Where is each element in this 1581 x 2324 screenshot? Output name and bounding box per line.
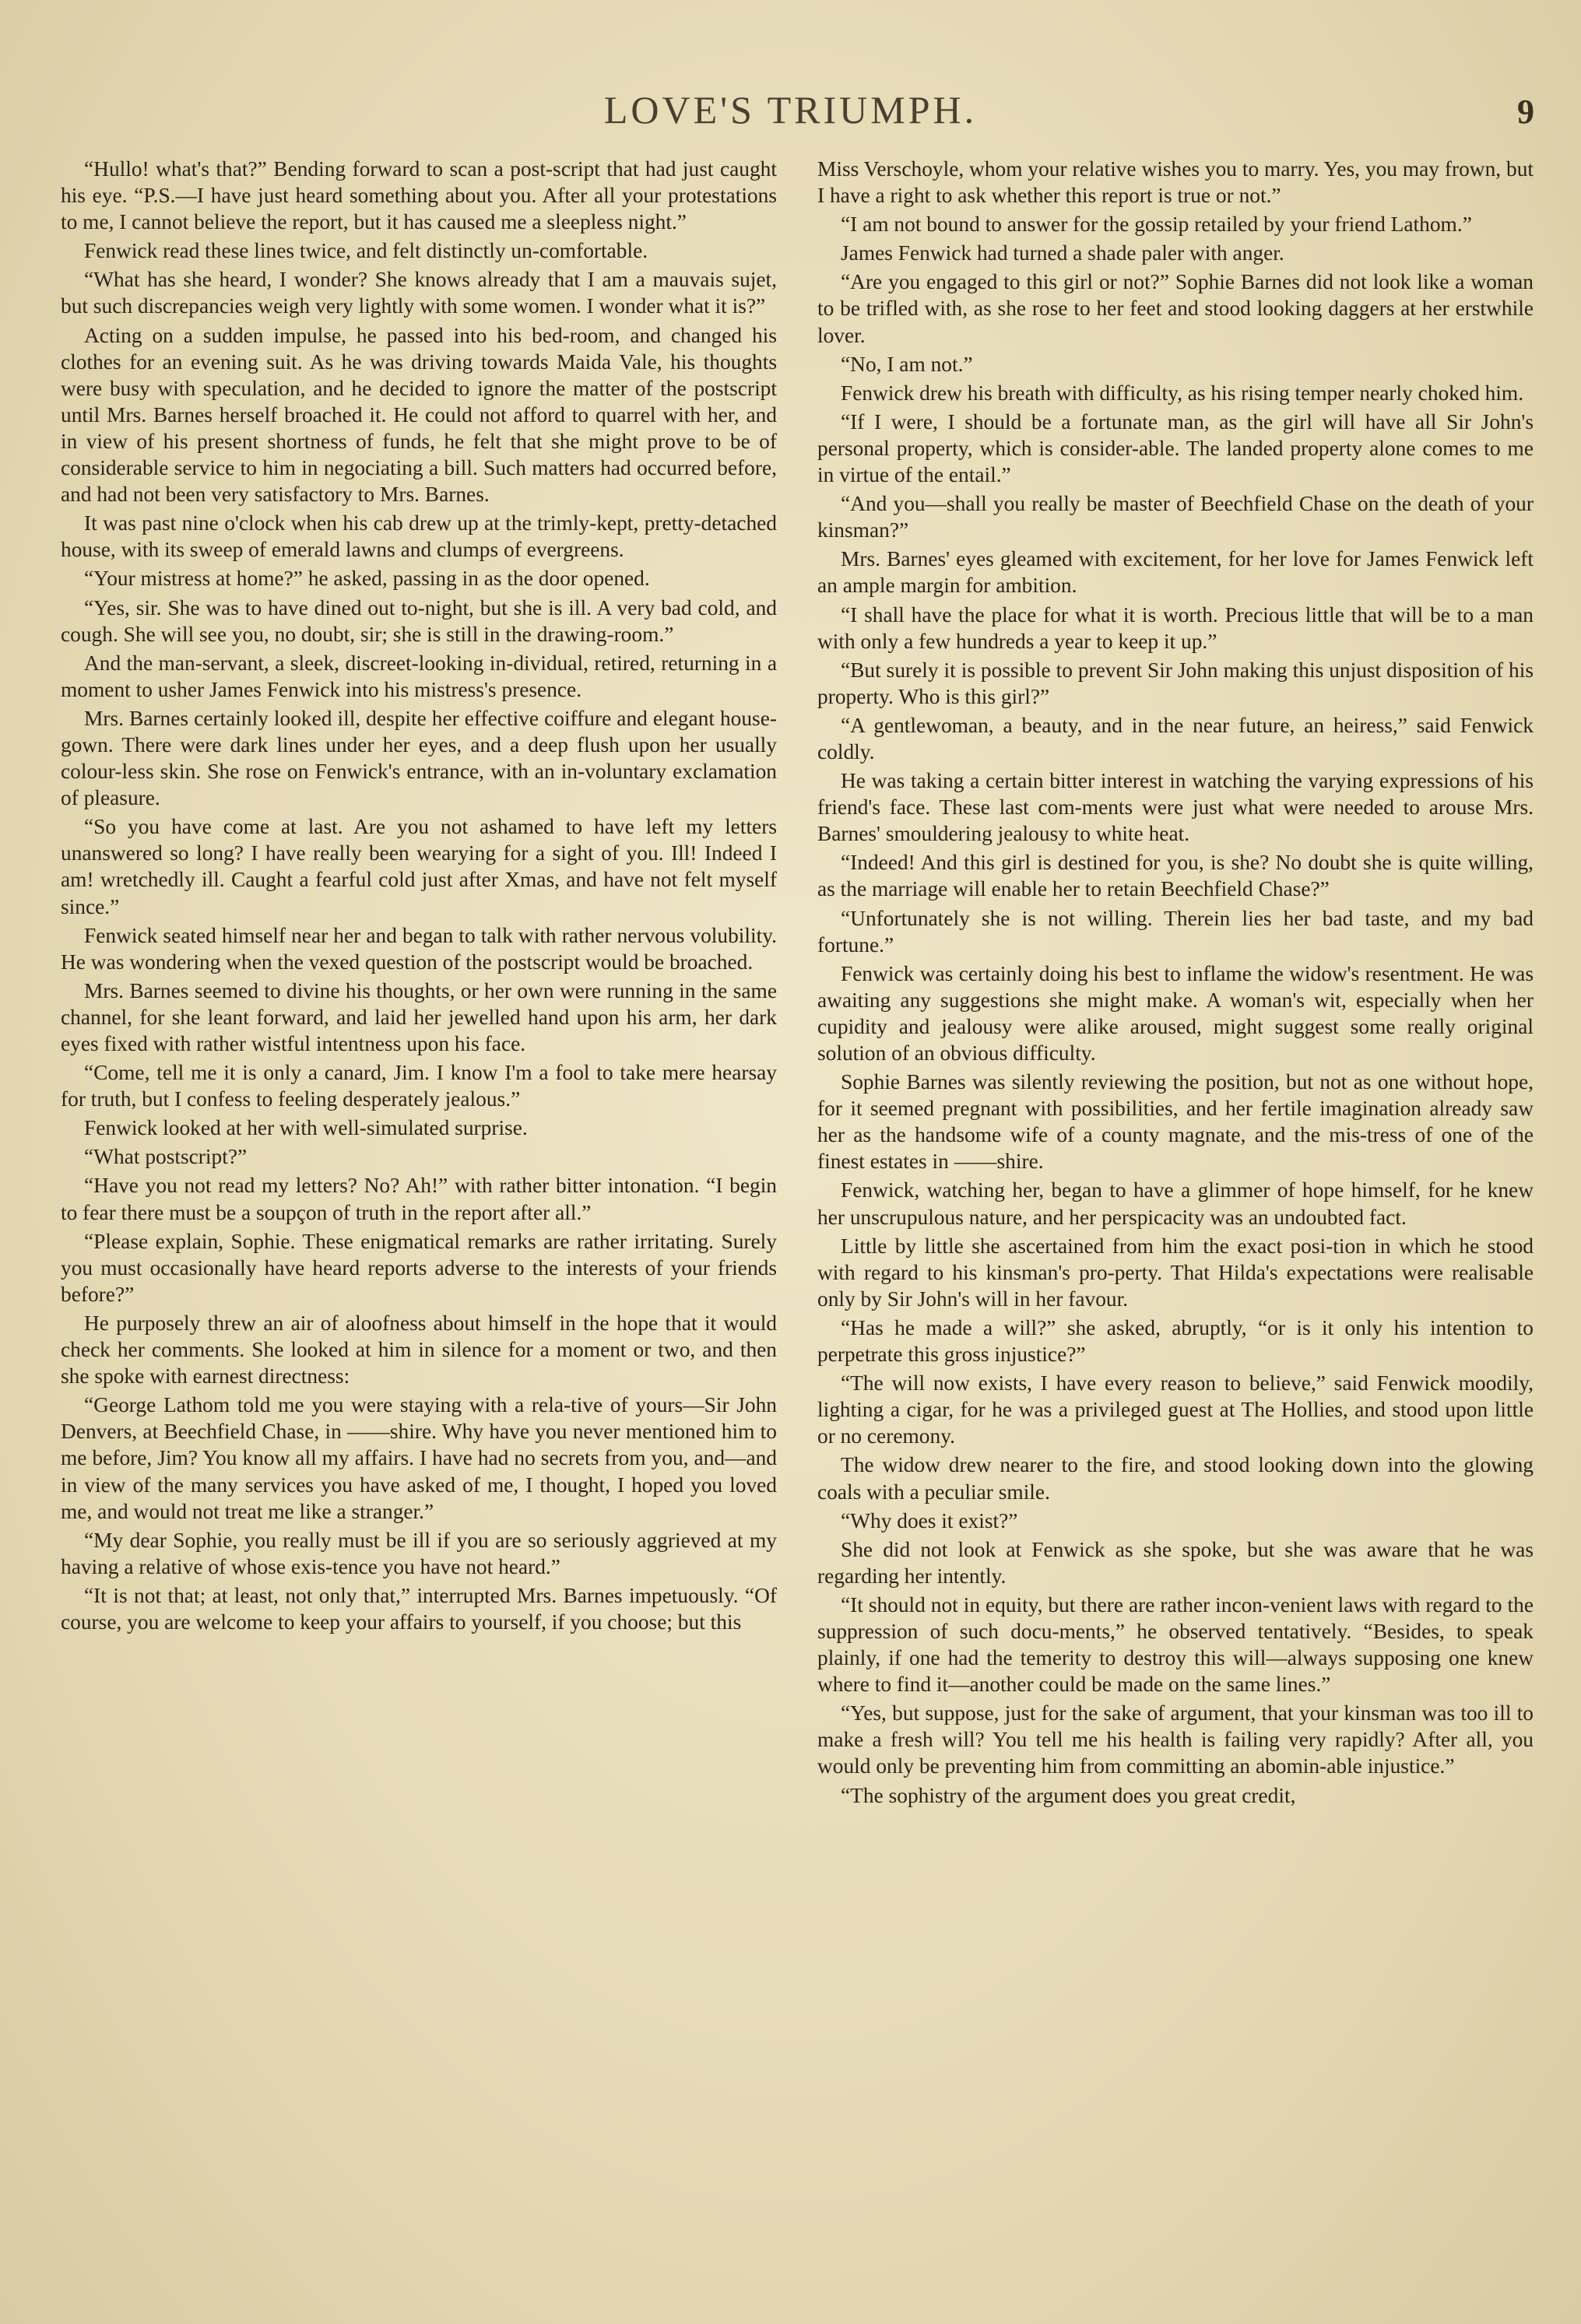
paragraph: “Why does it exist?” xyxy=(841,1508,1018,1532)
paragraph: Mrs. Barnes' eyes gleamed with excitement, for her love for James Fenwick left an ample margin for ambition. xyxy=(817,547,1534,598)
paragraph: “Indeed! And this girl is destined for you, is she? No doubt she is quite willing, as the marriage will enable her to retain Beechfield Chase?” xyxy=(817,851,1534,901)
paragraph: “What has she heard, I wonder? She knows already that I am a mauvais sujet, but such discrepancies weigh very lightly with some women. I wonder what it is?” xyxy=(61,268,777,318)
paragraph: “I shall have the place for what it is worth. Precious little that will be to a man with only a few hundreds a year to keep it up.” xyxy=(817,602,1534,653)
paragraph: He purposely threw an air of aloofness about himself in the hope that it would check her comments. She looked at him in silence for a moment or two, and then she spoke with earnest directness: xyxy=(61,1311,777,1388)
paragraph: “Come, tell me it is only a canard, Jim. I know I'm a fool to take mere hearsay for truth, but I confess to feeling desperately jealous.” xyxy=(61,1061,777,1111)
paragraph: The widow drew nearer to the fire, and stood looking down into the glowing coals with a peculiar smile. xyxy=(817,1453,1534,1504)
paragraph: “Have you not read my letters? No? Ah!” with rather bitter intonation. “I begin to fear there must be a soupçon of truth in the report after all.” xyxy=(61,1174,777,1224)
paragraph: “Unfortunately she is not willing. Therein lies her bad taste, and my bad fortune.” xyxy=(817,906,1534,957)
paragraph: “What postscript?” xyxy=(84,1145,248,1169)
paragraph: Miss Verschoyle, whom your relative wishes you to marry. Yes, you may frown, but I have a right to ask whether this report is true or not.” xyxy=(817,157,1534,208)
paragraph: “So you have come at last. Are you not ashamed to have left my letters unanswered so long? I have really been wearying for a sight of you. Ill! Indeed I am! wretchedly ill. Caught a fearful cold just after Xmas, and have not felt myself since.” xyxy=(61,815,777,918)
paragraph: “The sophistry of the argument does you great credit, xyxy=(841,1783,1296,1807)
paragraph: Fenwick was certainly doing his best to inflame the widow's resentment. He was awaiting any suggestions she might make. A woman's wit, especially when her cupidity and jealousy were alike aroused, might suggest some really original solution of an obvious difficulty. xyxy=(817,961,1534,1065)
right-column xyxy=(817,156,1534,1811)
paragraph: “My dear Sophie, you really must be ill if you are so seriously aggrieved at my having a relative of whose exis-tence you have not heard.” xyxy=(61,1528,777,1578)
paragraph: “Are you engaged to this girl or not?” Sophie Barnes did not look like a woman to be trifled with, as she rose to her feet and stood looking daggers at her erstwhile lover. xyxy=(817,270,1534,347)
paragraph: “It should not in equity, but there are rather incon-venient laws with regard to the suppression of such docu-ments,” he observed tentatively. “Besides, to speak plainly, if one had the temerity to destroy this will—always supposing one knew where to find it—another could be made on the same lines.” xyxy=(817,1592,1534,1697)
paragraph: Mrs. Barnes certainly looked ill, despite her effective coiffure and elegant house-gown. There were dark lines under her eyes, and a deep flush upon her usually colour-less skin. She rose on Fenwick's entrance, with an in-voluntary exclamation of pleasure. xyxy=(61,706,777,810)
paragraph: It was past nine o'clock when his cab drew up at the trimly-kept, pretty-detached house, with its sweep of emerald lawns and clumps of evergreens. xyxy=(61,511,777,562)
paragraph: And the man-servant, a sleek, discreet-looking in-dividual, retired, returning in a moment to usher James Fenwick into his mistress's presence. xyxy=(61,651,777,701)
paragraph: Sophie Barnes was silently reviewing the position, but not as one without hope, for it seemed pregnant with possibilities, and her fertile imagination already saw her as the handsome wife of a county magnate, and the mis-tress of one of the finest estates in ——shire. xyxy=(817,1070,1534,1174)
left-column xyxy=(61,156,777,1638)
paragraph: “Hullo! what's that?” Bending forward to scan a post-script that had just caught his eye. “P.S.—I have just heard something about you. After all your protestations to me, I cannot believe the report, but it has caused me a sleepless night.” xyxy=(61,157,777,234)
paragraph: James Fenwick had turned a shade paler with anger. xyxy=(841,241,1284,265)
paragraph: Fenwick, watching her, began to have a glimmer of hope himself, for he knew her unscrupulous nature, and her perspicacity was an undoubted fact. xyxy=(817,1178,1534,1229)
running-head: LOVE'S TRIUMPH. xyxy=(603,88,978,132)
paragraph: “Yes, sir. She was to have dined out to-night, but she is ill. A very bad cold, and cough. She will see you, no doubt, sir; she is still in the drawing-room.” xyxy=(61,595,777,646)
paragraph: He was taking a certain bitter interest in watching the varying expressions of his friend's face. These last com-ments were just what were needed to arouse Mrs. Barnes' smouldering jealousy to white heat. xyxy=(817,769,1534,846)
paragraph: Little by little she ascertained from him the exact posi-tion in which he stood with regard to his kinsman's pro-perty. That Hilda's expectations were realisable only by Sir John's will in her favour. xyxy=(817,1234,1534,1311)
paragraph: Mrs. Barnes seemed to divine his thoughts, or her own were running in the same channel, for she leant forward, and laid her jewelled hand upon his arm, her dark eyes fixed with rather wistful intentness upon his face. xyxy=(61,978,777,1055)
paragraph: “The will now exists, I have every reason to believe,” said Fenwick moodily, lighting a cigar, for he was a privileged guest at The Hollies, and stood upon little or no ceremony. xyxy=(817,1371,1534,1448)
paragraph: Fenwick read these lines twice, and felt distinctly un-comfortable. xyxy=(84,239,648,263)
paragraph: Fenwick drew his breath with difficulty, as his rising temper nearly choked him. xyxy=(841,381,1524,405)
paragraph: “Your mistress at home?” he asked, passing in as the door opened. xyxy=(84,567,650,591)
paragraph: Fenwick seated himself near her and began to talk with rather nervous volubility. He was wondering when the vexed question of the postscript would be broached. xyxy=(61,923,777,974)
paragraph: “No, I am not.” xyxy=(841,352,973,376)
paragraph: Fenwick looked at her with well-simulated surprise. xyxy=(84,1116,528,1140)
paragraph: “I am not bound to answer for the gossip retailed by your friend Lathom.” xyxy=(841,212,1472,237)
paragraph: “Has he made a will?” she asked, abruptly, “or is it only his intention to perpetrate this gross injustice?” xyxy=(817,1315,1534,1367)
paragraph: She did not look at Fenwick as she spoke, but she was aware that he was regarding her intently. xyxy=(817,1537,1534,1588)
paragraph: “If I were, I should be a fortunate man, as the girl will have all Sir John's personal property, which is consider-able. The landed property alone comes to me in virtue of the entail.” xyxy=(817,409,1534,487)
paragraph: “It is not that; at least, not only that,” interrupted Mrs. Barnes impetuously. “Of course, you are welcome to keep your affairs to yourself, if you choose; but this xyxy=(61,1583,777,1634)
page-number: 9 xyxy=(1517,93,1534,131)
paragraph: “And you—shall you really be master of Beechfield Chase on the death of your kinsman?” xyxy=(817,492,1534,542)
paragraph: Acting on a sudden impulse, he passed into his bed-room, and changed his clothes for an evening suit. As he was driving towards Maida Vale, his thoughts were busy with speculation, and he decided to ignore the matter of the postscript until Mrs. Barnes herself broached it. He could not afford to quarrel with her, and in view of his present shortness of funds, he felt that she might prove to be of considerable service to him in negociating a bill. Such matters had occurred before, and had not been very satisfactory to Mrs. Barnes. xyxy=(61,323,777,507)
paragraph: “But surely it is possible to prevent Sir John making this unjust disposition of his property. Who is this girl?” xyxy=(817,658,1534,708)
paragraph: “Yes, but suppose, just for the sake of argument, that your kinsman was too ill to make a fresh will? You tell me his health is failing very rapidly? After all, you would only be preventing him from committing an abomin-able injustice.” xyxy=(817,1701,1534,1778)
paragraph: “George Lathom told me you were staying with a rela-tive of yours—Sir John Denvers, at Beechfield Chase, in ——shire. Why have you never mentioned him to me before, Jim? You know all my affairs. I have had no secrets from you, and—and in view of the many services you have asked of me, I thought, I hoped you loved me, and would not treat me like a stranger.” xyxy=(61,1393,777,1523)
paragraph: “Please explain, Sophie. These enigmatical remarks are rather irritating. Surely you must occasionally have heard reports adverse to the interests of your friends before?” xyxy=(61,1229,777,1306)
paragraph: “A gentlewoman, a beauty, and in the near future, an heiress,” said Fenwick coldly. xyxy=(817,713,1534,764)
